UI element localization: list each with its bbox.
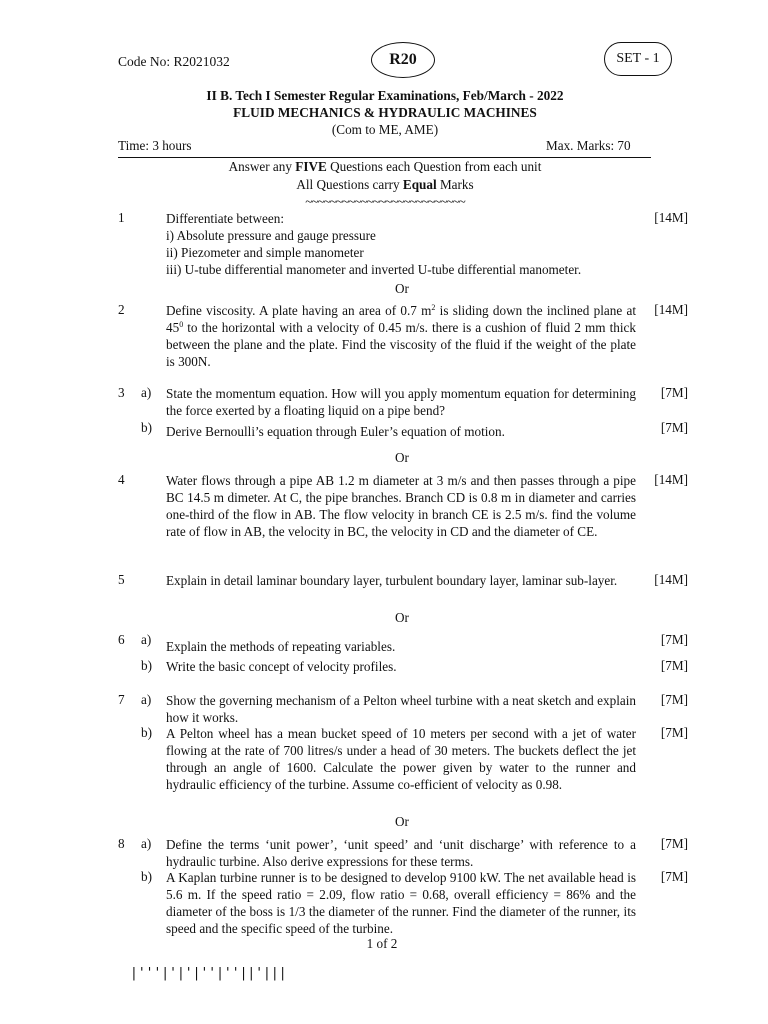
- q8a-marks: [7M]: [660, 836, 688, 851]
- q7-number: 7: [118, 692, 125, 707]
- q2-marks: [14M]: [654, 302, 688, 317]
- q7a-text: Show the governing mechanism of a Pelton wheel turbine with a neat sketch and explain how it works.: [166, 693, 636, 725]
- q4-text: Water flows through a pipe AB 1.2 m diameter at 3 m/s and then passes through a pipe BC 14.5 m dimeter. At C, the pipe branches. Branch CD is 0.8 m in diameter and carries one-third of the flow in AB. The flow velocity in branch CE is 2.5 m/s. find the volume rate of flow in AB, the velocity in BC, the velocity in CD and the diameter of CE.: [166, 473, 636, 539]
- q6b-label: b): [141, 658, 152, 673]
- q8a-label: a): [141, 836, 152, 851]
- q8b-text: A Kaplan turbine runner is to be designed to develop 9100 kW. The net available head is 5.6 m. If the speed ratio = 2.09, flow ratio = 0.68, overall efficiency = 86% and the diameter of the boss is 1/3 the diameter of the runner. Find the diameter of the runner, its speed and the specific speed of the turbine.: [166, 870, 636, 936]
- q7b-text: A Pelton wheel has a mean bucket speed of 10 meters per second with a jet of water flowing at the rate of 700 litres/s under a head of 30 meters. The buckets deflect the jet through an angle of 1600. Calculate the power given by water to the runner and hydraulic efficiency of the turbine. Assume co-efficient of velocity as 0.98.: [166, 726, 636, 792]
- q6b-text: Write the basic concept of velocity profiles.: [166, 659, 397, 674]
- q6a-marks: [7M]: [660, 632, 688, 647]
- q2-text: Define viscosity. A plate having an area of 0.7 $m^2$ is sliding down the inclined plane at $45^0$ to the horizontal with a velocity of 0.45 m/s. there is a cushion of fluid 2 mm thick between the plane and the plate. Find the viscosity of the fluid if the weight of the plate is 300N.: [166, 303, 636, 369]
- or-divider: Or: [395, 281, 409, 296]
- instruction-line-1: Answer any FIVE Questions each Question from each unit: [228, 159, 542, 174]
- q8-number: 8: [118, 836, 125, 851]
- q5-text: Explain in detail laminar boundary layer, turbulent boundary layer, laminar sub-layer.: [166, 573, 618, 588]
- set-badge: SET - 1: [604, 42, 672, 76]
- q1-marks: [14M]: [654, 210, 688, 225]
- q3-number: 3: [118, 385, 125, 400]
- q3a-label: a): [141, 385, 152, 400]
- exam-time: Time: 3 hours: [118, 138, 192, 153]
- page-number: 1 of 2: [366, 936, 398, 951]
- q7b-marks: [7M]: [660, 725, 688, 740]
- max-marks: Max. Marks: 70: [546, 138, 631, 153]
- q8a-text: Define the terms ‘unit power’, ‘unit speed’ and ‘unit discharge’ with reference to a hydraulic turbine. Also derive expressions for these terms.: [166, 837, 636, 869]
- regulation-badge: R20: [371, 42, 435, 78]
- header-rule: [118, 157, 651, 158]
- q3b-marks: [7M]: [660, 420, 688, 435]
- q5-marks: [14M]: [654, 572, 688, 587]
- q6b-marks: [7M]: [660, 658, 688, 673]
- q6a-text: Explain the methods of repeating variables.: [166, 639, 396, 654]
- q2-number: 2: [118, 302, 125, 317]
- separator: ~~~~~~~~~~~~~~~~~~~~~~~~~~: [305, 194, 465, 209]
- q3a-marks: [7M]: [660, 385, 688, 400]
- barcode: |'''|'|'|''|''||'|||: [130, 966, 287, 981]
- q1-text: Differentiate between: i) Absolute pressure and gauge pressure ii) Piezometer and simple manometer iii) U-tube differential manometer and inverted U-tube differential manometer.: [166, 211, 582, 277]
- q1-number: 1: [118, 210, 125, 225]
- code-number: Code No: R2021032: [118, 54, 230, 69]
- or-divider: Or: [395, 610, 409, 625]
- exam-title: II B. Tech I Semester Regular Examinations, Feb/March - 2022: [206, 88, 564, 103]
- q5-number: 5: [118, 572, 125, 587]
- or-divider: Or: [395, 450, 409, 465]
- q3b-label: b): [141, 420, 152, 435]
- q7b-label: b): [141, 725, 152, 740]
- q8b-marks: [7M]: [660, 869, 688, 884]
- q4-number: 4: [118, 472, 125, 487]
- q8b-label: b): [141, 869, 152, 884]
- q7a-marks: [7M]: [660, 692, 688, 707]
- subject-title: FLUID MECHANICS & HYDRAULIC MACHINES: [233, 105, 537, 120]
- q7a-label: a): [141, 692, 152, 707]
- q3a-text: State the momentum equation. How will you apply momentum equation for determining the force exerted by a floating liquid on a pipe bend?: [166, 386, 636, 418]
- q4-marks: [14M]: [654, 472, 688, 487]
- q6a-label: a): [141, 632, 152, 647]
- q6-number: 6: [118, 632, 125, 647]
- instruction-line-2: All Questions carry Equal Marks: [296, 177, 474, 192]
- q3b-text: Derive Bernoulli’s equation through Euler’s equation of motion.: [166, 424, 505, 439]
- branches: (Com to ME, AME): [331, 122, 439, 137]
- or-divider: Or: [395, 814, 409, 829]
